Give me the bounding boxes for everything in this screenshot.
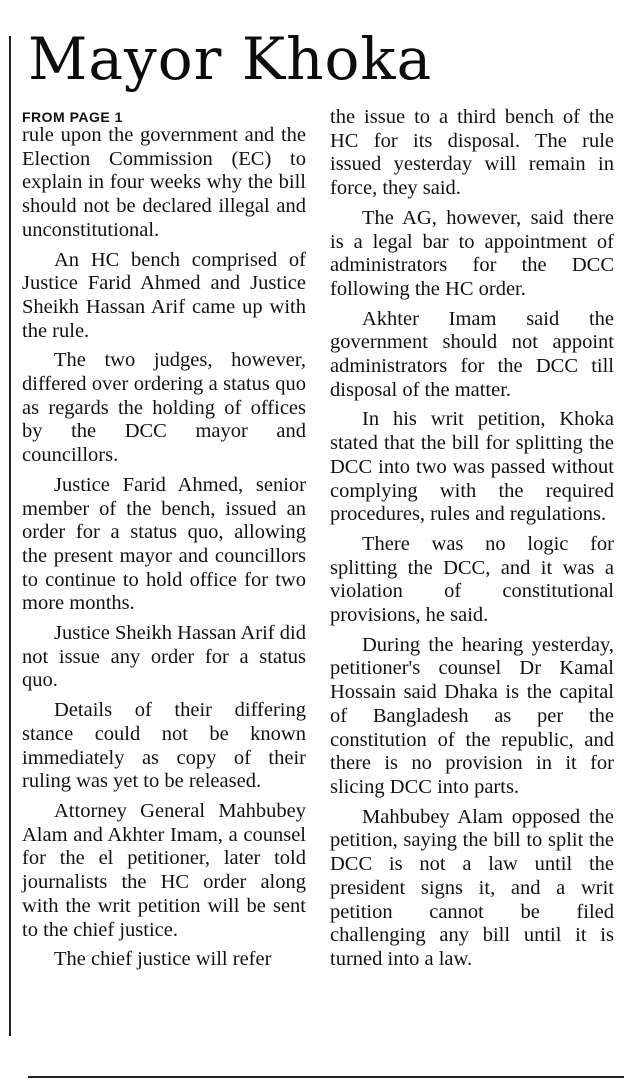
paragraph: During the hearing yesterday, petitioner's counsel Dr Kamal Hossain said Dhaka is the capital of Bangladesh as per the constitution of the republic, and there is no provision in it for slicing DCC into parts.	[330, 633, 614, 798]
paragraph: Details of their differing stance could not be known immediately as copy of their ruling was yet to be released.	[22, 699, 306, 793]
jump-label: FROM PAGE 1	[22, 109, 123, 125]
paragraph: Justice Farid Ahmed, senior member of the bench, issued an order for a status quo, allowing the present mayor and councillors to continue to hold office for two more months.	[22, 473, 306, 615]
bottom-rule	[28, 1076, 624, 1078]
paragraph: the issue to a third bench of the HC for its disposal. The rule issued yesterday will remain in force, they said.	[330, 106, 614, 200]
paragraph: Mahbubey Alam opposed the petition, saying the bill to split the DCC is not a law until the president signs it, and a writ petition cannot be filed challenging any bill until it is turned into a law.	[330, 805, 614, 970]
headline: Mayor Khoka	[28, 25, 433, 93]
paragraph: The two judges, however, differed over ordering a status quo as regards the holding of offices by the DCC mayor and councillors.	[22, 349, 306, 467]
left-column-rule	[9, 36, 11, 1036]
article-column-left	[22, 108, 306, 978]
paragraph: The AG, however, said there is a legal bar to appointment of administrators for the DCC following the HC order.	[330, 206, 614, 300]
paragraph: Justice Sheikh Hassan Arif did not issue any order for a status quo.	[22, 622, 306, 692]
paragraph: There was no logic for splitting the DCC, and it was a violation of constitutional provisions, he said.	[330, 532, 614, 627]
paragraph: An HC bench comprised of Justice Farid Ahmed and Justice Sheikh Hassan Arif came up with the rule.	[22, 248, 306, 342]
article-column-right	[330, 106, 614, 978]
paragraph: The chief justice will refer	[54, 948, 272, 971]
paragraph: Akhter Imam said the government should not appoint administrators for the DCC till disposal of the matter.	[330, 307, 614, 401]
paragraph: In his writ petition, Khoka stated that the bill for splitting the DCC into two was passed without complying with the required procedures, rules and regulations.	[330, 408, 614, 526]
paragraph: Attorney General Mahbubey Alam and Akhter Imam, a counsel for the el petitioner, later told journalists the HC order along with the writ petition will be sent to the chief justice.	[22, 799, 306, 941]
paragraph: rule upon the government and the Election Commission (EC) to explain in four weeks why the bill should not be declared illegal and unconstitutional.	[22, 124, 306, 241]
